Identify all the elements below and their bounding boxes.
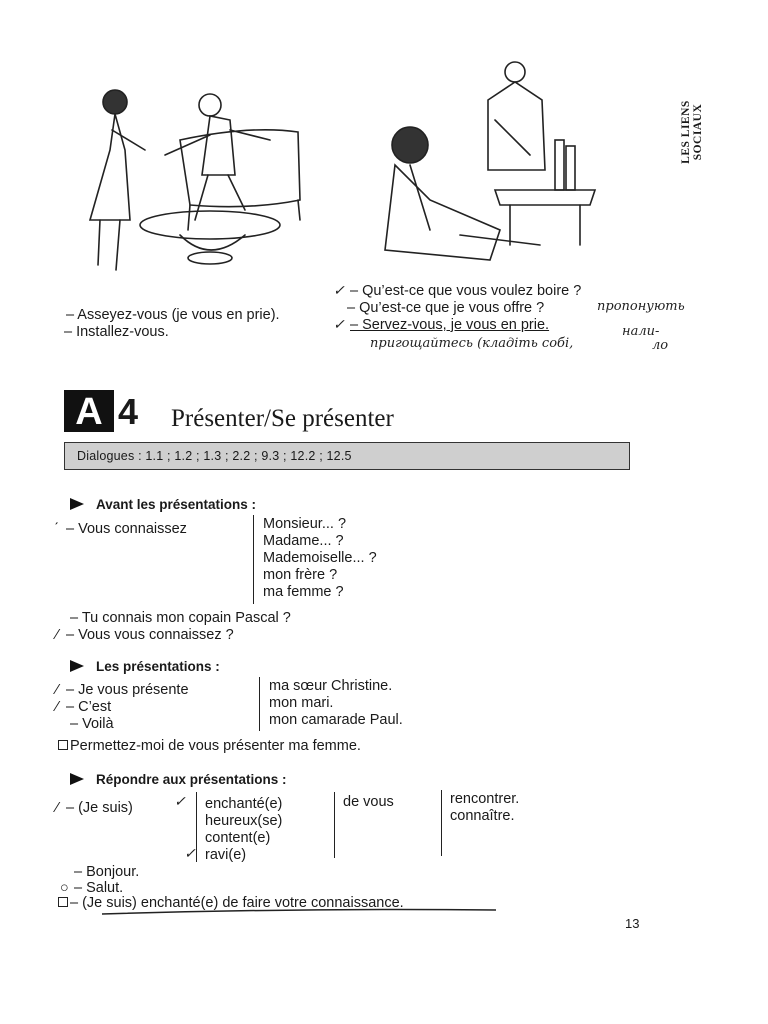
bracket-line xyxy=(334,792,335,858)
checkbox-square-icon xyxy=(58,740,68,750)
caption-left-2: – Installez-vous. xyxy=(64,324,169,340)
bracket-line xyxy=(441,790,442,856)
presentations-object: mon mari. xyxy=(269,695,334,711)
section-number: 4 xyxy=(118,391,139,432)
tick-mark: ⁄ xyxy=(56,682,59,698)
repondre-col3: connaître. xyxy=(450,808,515,824)
bracket-line xyxy=(196,792,197,862)
presentations-lead: – Je vous présente xyxy=(66,682,189,698)
avant-option: mon frère ? xyxy=(263,567,338,583)
presentations-object: ma sœur Christine. xyxy=(269,678,393,694)
tick-mark: ⁄ xyxy=(56,699,59,715)
handwritten-note-1: пропонують xyxy=(597,299,685,314)
tick-mark: ⁄ xyxy=(56,800,59,816)
couple-greeting-illustration xyxy=(70,80,310,280)
presentations-lead: – C’est xyxy=(66,699,112,715)
presentations-lead: – Voilà xyxy=(70,716,114,732)
host-serving-drinks-illustration xyxy=(370,60,610,280)
dialogues-reference: Dialogues : 1.1 ; 1.2 ; 1.3 ; 2.2 ; 9.3 ; 12.2 ; 12.5 xyxy=(64,442,630,470)
section-title: Présenter/Se présenter xyxy=(171,405,394,432)
repondre-short-formal: – (Je suis) enchanté(e) de faire votre connaissance. xyxy=(58,895,404,911)
caption-right-2: – Qu’est-ce que je vous offre ? xyxy=(347,300,545,316)
arrow-icon xyxy=(70,498,84,510)
page-number: 13 xyxy=(625,916,640,931)
repondre-short: – Salut. xyxy=(74,880,124,896)
circle-mark-icon: ○ xyxy=(60,880,69,896)
repondre-col2: de vous xyxy=(343,794,394,810)
avant-option: ma femme ? xyxy=(263,584,344,600)
section-letter-box: A xyxy=(64,390,114,432)
caption-left-1: – Asseyez-vous (je vous en prie). xyxy=(66,307,280,323)
caption-right-3: – Servez-vous, je vous en prie. xyxy=(350,317,550,333)
arrow-icon xyxy=(70,660,84,672)
underline-stroke xyxy=(100,904,500,918)
repondre-adjective: heureux(se) xyxy=(205,813,283,829)
repondre-adjective: enchanté(e) xyxy=(205,796,283,812)
presentations-formal: Permettez-moi de vous présenter ma femme. xyxy=(58,738,361,754)
caption-right-1: – Qu’est-ce que vous voulez boire ? xyxy=(350,283,582,299)
repondre-adjective: ravi(e) xyxy=(205,847,247,863)
bracket-line xyxy=(253,515,254,604)
repondre-short: – Bonjour. xyxy=(74,864,140,880)
avant-option: Monsieur... ? xyxy=(263,516,347,532)
bracket-line xyxy=(259,677,260,731)
heading-presentations: Les présentations : xyxy=(70,659,220,674)
check-mark: ✓ xyxy=(333,283,345,299)
avant-option: Madame... ? xyxy=(263,533,344,549)
presentations-object: mon camarade Paul. xyxy=(269,712,403,728)
tick-mark: ⁄ xyxy=(56,627,59,643)
heading-avant: Avant les présentations : xyxy=(70,497,256,512)
handwritten-note-2: пригощайтесь (кладіть собі, xyxy=(370,336,574,351)
arrow-icon xyxy=(70,773,84,785)
handwritten-note-3: нали- xyxy=(622,324,660,339)
repondre-lead: – (Je suis) xyxy=(66,800,133,816)
avant-option: Mademoiselle... ? xyxy=(263,550,377,566)
repondre-adjective: content(e) xyxy=(205,830,271,846)
check-mark: ✓ xyxy=(174,794,186,810)
checkbox-square-icon xyxy=(58,897,68,907)
heading-repondre: Répondre aux présentations : xyxy=(70,772,287,787)
handwritten-note-4: ло xyxy=(652,338,669,353)
avant-lead: – Vous connaissez xyxy=(66,521,187,537)
tick-mark: ˊ xyxy=(54,521,59,537)
repondre-col3: rencontrer. xyxy=(450,791,520,807)
check-mark: ✓ xyxy=(184,846,196,862)
avant-question-2: – Vous vous connaissez ? xyxy=(66,627,234,643)
side-title: LES LIENS SOCIAUX xyxy=(680,100,704,164)
check-mark: ✓ xyxy=(333,317,345,333)
avant-question-1: – Tu connais mon copain Pascal ? xyxy=(70,610,291,626)
